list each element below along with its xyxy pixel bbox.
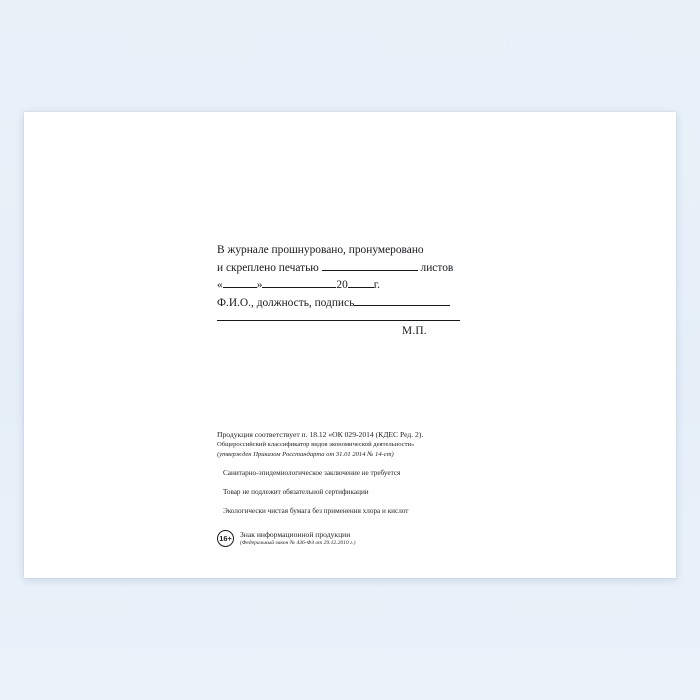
info-mark-title: Знак информационной продукции [240, 530, 351, 539]
legal-line-1: Продукция соответствует п. 18.12 «ОК 029-2014 (КДЕС Ред. 2). [217, 430, 424, 439]
certification-line-2-prefix: и скреплено печатью [217, 261, 319, 274]
sheets-count-blank [322, 259, 418, 271]
signature-blank [354, 294, 450, 306]
legal-spacer-2 [217, 478, 547, 487]
date-quote-close: » [256, 279, 263, 292]
legal-spacer-3 [217, 497, 547, 506]
document-page [24, 112, 676, 578]
certification-line-3 [217, 276, 517, 294]
date-quote-open: « [217, 279, 223, 292]
certification-block [217, 243, 517, 321]
year-prefix: 20 [336, 279, 348, 292]
stamp-place-label: М.П. [402, 325, 427, 337]
legal-line-3: (утвержден Приказом Росстандарта от 31.01 2014 № 14-ст) [217, 450, 394, 458]
legal-spacer-1 [217, 459, 547, 468]
legal-line-5: Товар не подлежит обязательной сертификации [223, 487, 369, 496]
info-mark-subtitle: (Федеральный закон № 436-ФЗ от 29.12.2010 г.) [240, 539, 356, 546]
certification-line-1: В журнале прошнуровано, пронумеровано [217, 244, 424, 256]
year-suffix: г. [373, 279, 381, 292]
signature-blank-second-line [217, 313, 460, 321]
month-blank [262, 276, 336, 288]
legal-line-6: Экологически чистая бумага без применения хлора и кислот [223, 506, 409, 515]
year-blank [348, 276, 374, 288]
day-blank [223, 276, 257, 288]
information-product-mark [217, 530, 356, 547]
certification-signature-label: Ф.И.О., должность, подпись [217, 296, 355, 309]
legal-line-2: Общероссийский классификатор видов экономической деятельности» [217, 441, 415, 449]
certification-line-2 [217, 259, 517, 277]
legal-block [217, 430, 547, 516]
info-mark-text [240, 530, 356, 547]
certification-line-2-suffix: листов [420, 261, 454, 274]
page-content [24, 112, 676, 578]
legal-line-4: Санитарно-эпидемиологическое заключение не требуется [223, 468, 401, 477]
certification-line-4 [217, 294, 517, 312]
age-rating-icon: 16+ [217, 530, 234, 547]
